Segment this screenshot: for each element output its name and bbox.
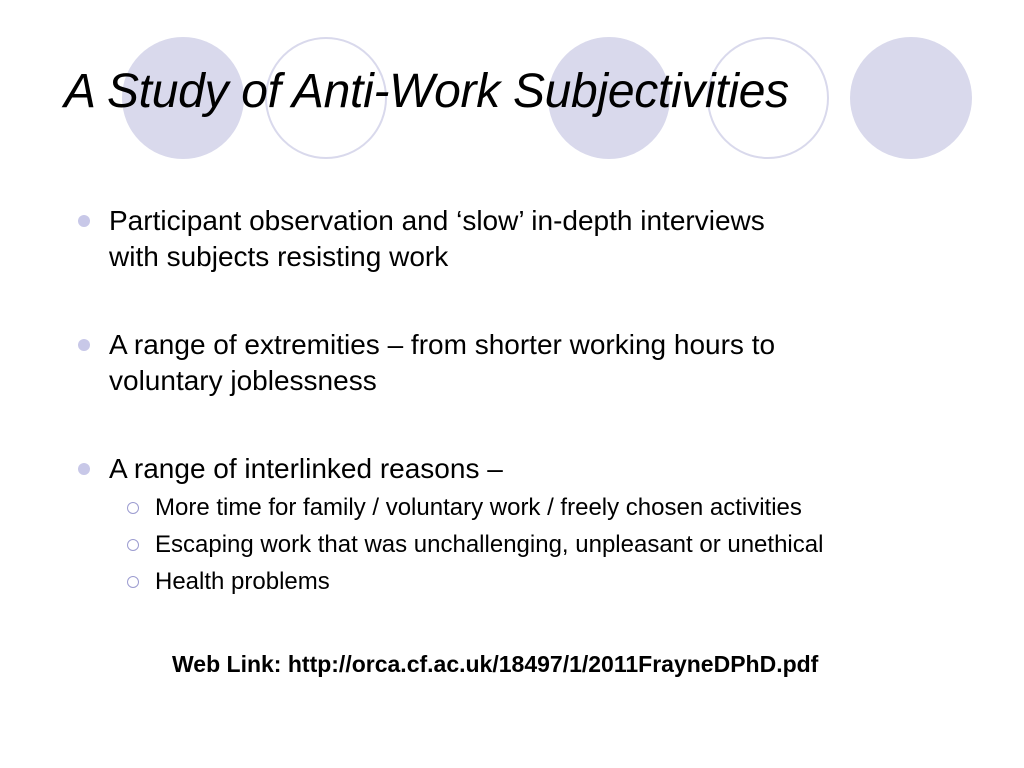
decorative-circle (850, 37, 972, 159)
sub-bullet-item (109, 489, 976, 526)
bullet-item (76, 203, 976, 275)
bullet-item (76, 327, 976, 399)
bullet-text-line: A range of interlinked reasons – (109, 453, 503, 484)
sub-bullet-text: Escaping work that was unchallenging, unpleasant or unethical (155, 531, 824, 558)
sub-bullet-item (109, 563, 976, 600)
bullet-text-line: Participant observation and ‘slow’ in-depth interviews (109, 205, 765, 236)
sub-bullet-ring-icon (127, 539, 139, 551)
web-link-url[interactable]: http://orca.cf.ac.uk/18497/1/2011FrayneDPhD.pdf (287, 651, 819, 677)
bullet-list (76, 203, 976, 600)
bullet-dot-icon (78, 215, 90, 227)
slide-title: A Study of Anti-Work Subjectivities (64, 65, 789, 118)
bullet-item (76, 451, 976, 600)
sub-bullet-item (109, 526, 976, 563)
bullet-dot-icon (78, 339, 90, 351)
bullet-text-line: with subjects resisting work (109, 241, 449, 272)
web-link (172, 651, 818, 678)
sub-bullet-text: More time for family / voluntary work / freely chosen activities (155, 494, 802, 521)
sub-bullet-list (109, 489, 976, 600)
sub-bullet-text: Health problems (155, 568, 330, 595)
bullet-text-line: voluntary joblessness (109, 365, 377, 396)
web-link-prefix: Web Link: (172, 651, 288, 677)
bullet-text-line: A range of extremities – from shorter working hours to (109, 329, 776, 360)
sub-bullet-ring-icon (127, 502, 139, 514)
bullet-dot-icon (78, 463, 90, 475)
sub-bullet-ring-icon (127, 576, 139, 588)
